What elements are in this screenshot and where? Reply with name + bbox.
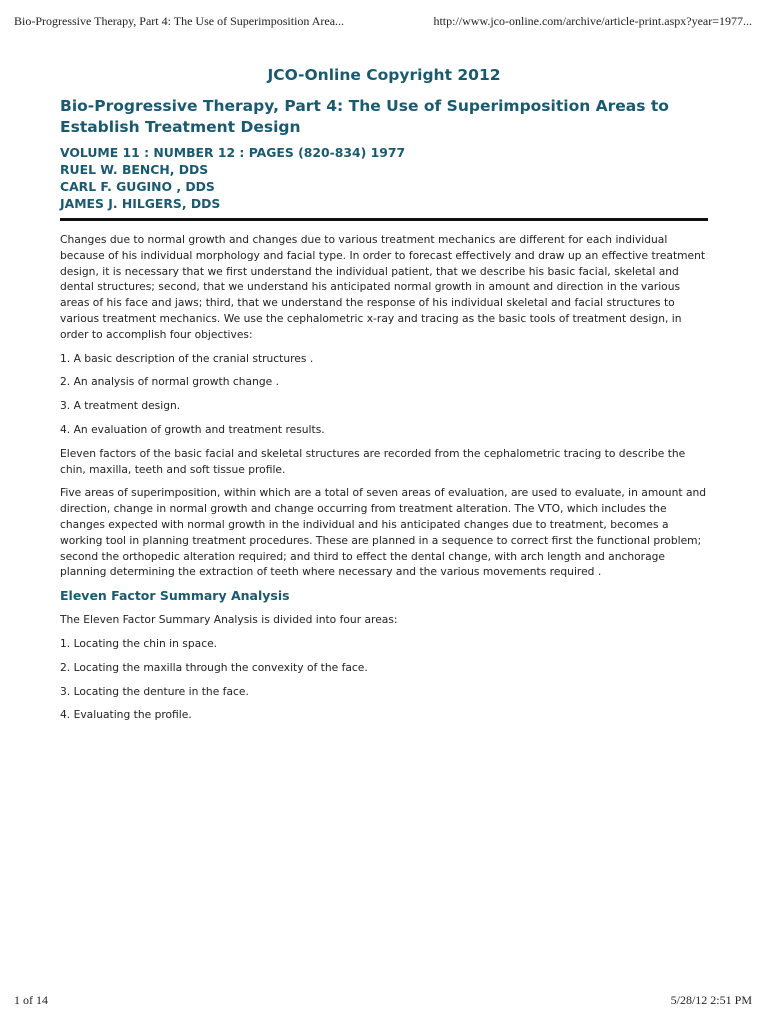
print-header-title: Bio-Progressive Therapy, Part 4: The Use of Superimposition Area... (14, 14, 345, 28)
intro-paragraph: Changes due to normal growth and changes due to various treatment mechanics are different for each individual because of his individual morphology and facial type. In order to forecast effectively and draw up an effective treatment design, it is necessary that we first understand the individual patient, that we describe his basic facial, skeletal and dental structures; second, that we understand his anticipated normal growth in amount and direction in the various areas of his face and jaws; third, that we understand the response of his individual skeletal and facial structures to various treatment mechanics. We use the cephalometric x-ray and tracing as the basic tools of treatment design, in order to accomplish four objectives: (60, 233, 706, 341)
area-item: 4. Evaluating the profile. (60, 708, 192, 722)
article-title: Bio-Progressive Therapy, Part 4: The Use of Superimposition Areas to Establish Treatment Design (60, 97, 669, 136)
area-item: 1. Locating the chin in space. (60, 636, 218, 650)
eleven-factors-paragraph: Eleven factors of the basic facial and skeletal structures are recorded from the cephalometric tracing to describe the chin, maxilla, teeth and soft tissue profile. (60, 446, 686, 476)
site-title: JCO-Online Copyright 2012 (267, 66, 501, 84)
objective-item: 3. A treatment design. (60, 399, 181, 413)
area-item: 2. Locating the maxilla through the convexity of the face. (60, 660, 368, 674)
five-areas-paragraph: Five areas of superimposition, within which are a total of seven areas of evaluation, are used to evaluate, in amount and direction, change in normal growth and change occurring from treatment alteration. The VTO, which includes the changes expected with normal growth in the individual and his anticipated changes due to treatment, becomes a working tool in planning treatment procedures. These are planned in a sequence to correct first the functional problem; second the orthopedic alteration required; and third to effect the dental change, with arch length and anchorage planning determining the extraction of teeth where necessary and the various movements required . (60, 486, 707, 579)
article-content (60, 66, 708, 731)
volume-line: VOLUME 11 : NUMBER 12 : PAGES (820-834) 1977 (60, 145, 406, 160)
author-2: CARL F. GUGINO , DDS (60, 179, 215, 194)
objective-item: 2. An analysis of normal growth change . (60, 375, 279, 389)
author-3: JAMES J. HILGERS, DDS (60, 196, 221, 211)
section-intro: The Eleven Factor Summary Analysis is divided into four areas: (60, 613, 398, 627)
objective-item: 4. An evaluation of growth and treatment results. (60, 422, 325, 436)
author-1: RUEL W. BENCH, DDS (60, 162, 209, 177)
print-header-url: http://www.jco-online.com/archive/article-print.aspx?year=1977... (433, 14, 752, 28)
section-heading: Eleven Factor Summary Analysis (60, 588, 290, 604)
print-timestamp: 5/28/12 2:51 PM (670, 993, 752, 1007)
area-item: 3. Locating the denture in the face. (60, 684, 249, 698)
page-number: 1 of 14 (14, 993, 48, 1007)
objective-item: 1. A basic description of the cranial structures . (60, 351, 314, 365)
divider-rule (60, 218, 708, 221)
